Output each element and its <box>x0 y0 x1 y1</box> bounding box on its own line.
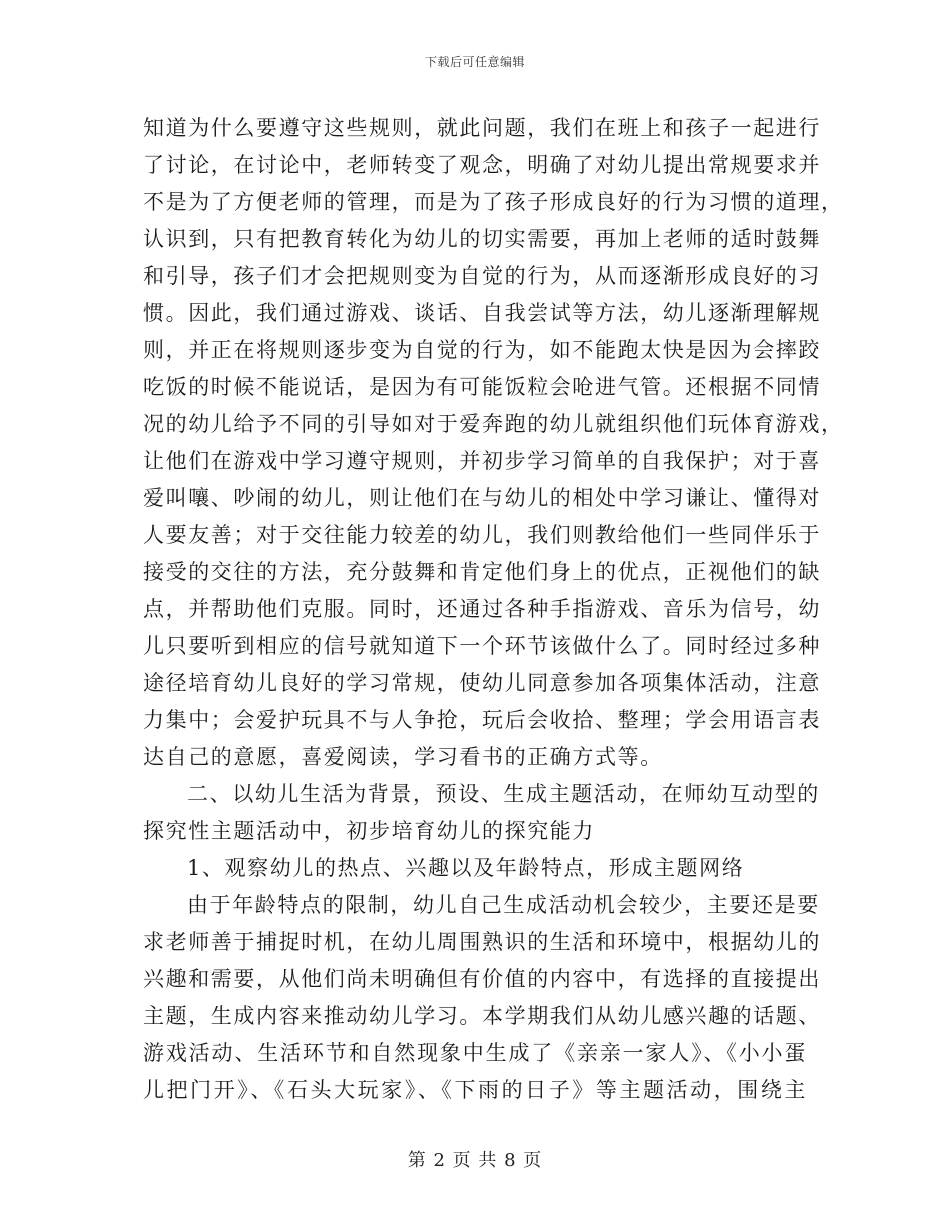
text-line: 求老师善于捕捉时机，在幼儿周围熟识的生活和环境中，根据幼儿的 <box>143 930 821 954</box>
text-line: 兴趣和需要，从他们尚未明确但有价值的内容中，有选择的直接提出 <box>143 967 821 991</box>
text-line: 力集中；会爱护玩具不与人争抢，玩后会收拾、整理；学会用语言表 <box>143 708 821 732</box>
text-line: 由于年龄特点的限制，幼儿自己生成活动机会较少，主要还是要 <box>187 893 820 917</box>
section-heading-line: 二、以幼儿生活为背景，预设、生成主题活动，在师幼互动型的 <box>187 782 820 806</box>
text-line: 和引导，孩子们才会把规则变为自觉的行为，从而逐渐形成良好的习 <box>143 264 821 288</box>
text-line: 知道为什么要遵守这些规则，就此问题，我们在班上和孩子一起进行 <box>143 116 821 140</box>
text-line: 爱叫嚷、吵闹的幼儿，则让他们在与幼儿的相处中学习谦让、懂得对 <box>143 486 821 510</box>
page-header-note: 下载后可任意编辑 <box>424 55 525 69</box>
text-line: 认识到，只有把教育转化为幼儿的切实需要，再加上老师的适时鼓舞 <box>143 227 821 251</box>
text-line: 游戏活动、生活环节和自然现象中生成了《亲亲一家人》、《小小蛋 <box>143 1041 807 1065</box>
text-line: 途径培育幼儿良好的学习常规，使幼儿同意参加各项集体活动，注意 <box>143 671 821 695</box>
document-body <box>143 110 844 1109</box>
text-line: 则，并正在将规则逐步变为自觉的行为，如不能跑太快是因为会摔跤 <box>143 338 821 362</box>
text-line: 让他们在游戏中学习遵守规则，并初步学习简单的自我保护；对于喜 <box>143 449 821 473</box>
text-line: 儿只要听到相应的信号就知道下一个环节该做什么了。同时经过多种 <box>143 634 821 658</box>
text-line: 不是为了方便老师的管理，而是为了孩子形成良好的行为习惯的道理， <box>143 190 844 214</box>
text-line: 况的幼儿给予不同的引导如对于爱奔跑的幼儿就组织他们玩体育游戏， <box>143 412 844 436</box>
text-line: 吃饭的时候不能说话，是因为有可能饭粒会呛进气管。还根据不同情 <box>143 375 821 399</box>
text-line: 了讨论，在讨论中，老师转变了观念，明确了对幼儿提出常规要求并 <box>143 153 821 177</box>
page-number-footer: 第 2 页 共 8 页 <box>407 1150 543 1171</box>
text-line: 主题，生成内容来推动幼儿学习。本学期我们从幼儿感兴趣的话题、 <box>143 1004 821 1028</box>
text-line: 儿把门开》、《石头大玩家》、《下雨的日子》等主题活动，围绕主 <box>143 1078 807 1102</box>
text-line: 惯。因此，我们通过游戏、谈话、自我尝试等方法，幼儿逐渐理解规 <box>143 301 821 325</box>
text-line: 接受的交往的方法，充分鼓舞和肯定他们身上的优点，正视他们的缺 <box>143 560 821 584</box>
text-line: 人要友善；对于交往能力较差的幼儿，我们则教给他们一些同伴乐于 <box>143 523 821 547</box>
subsection-heading: 1、观察幼儿的热点、兴趣以及年龄特点，形成主题网络 <box>187 856 745 880</box>
section-heading-line: 探究性主题活动中，初步培育幼儿的探究能力 <box>143 819 595 843</box>
text-line: 点，并帮助他们克服。同时，还通过各种手指游戏、音乐为信号，幼 <box>143 597 821 621</box>
text-line: 达自己的意愿，喜爱阅读，学习看书的正确方式等。 <box>143 745 663 769</box>
